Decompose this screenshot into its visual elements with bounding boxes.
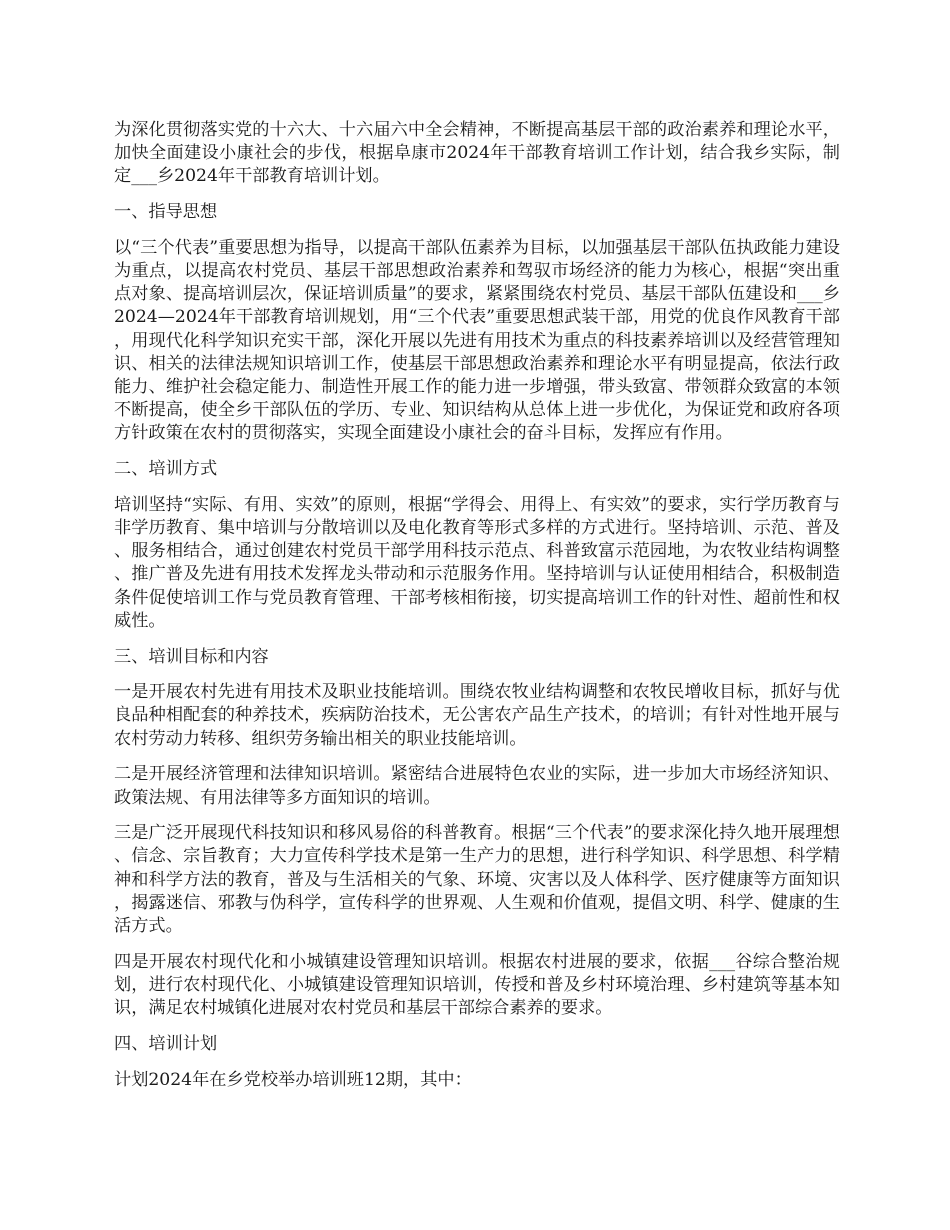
document-page [114, 119, 840, 1104]
section-heading-training-plan: 四、培训计划 [114, 1033, 218, 1054]
training-plan-paragraph: 计划2024年在乡党校举办培训班12期，其中： [114, 1069, 472, 1090]
training-methods-paragraph: 培训坚持“实际、有用、实效”的原则，根据“学得会、用得上、有实效”的要求，实行学历教育与非学历教育、集中培训与分散培训以及电化教育等形式多样的方式进行。坚持培训、示范、普及、服务相结合，通过创建农村党员干部学用科技示范点、科普致富示范园地，为农牧业结构调整、推广普及先进有用技术发挥龙头带动和示范服务作用。坚持培训与认证使用相结合，积极制造条件促使培训工作与党员教育管理、干部考核相衔接，切实提高培训工作的针对性、超前性和权威性。 [114, 494, 840, 631]
training-goal-item-1: 一是开展农村先进有用技术及职业技能培训。围绕农牧业结构调整和农牧民增收目标，抓好与优良品种相配套的种养技术，疾病防治技术，无公害农产品生产技术，的培训；有针对性地开展与农村劳动力转移、组织劳务输出相关的职业技能培训。 [114, 682, 840, 749]
section-heading-guiding-ideology: 一、指导思想 [114, 202, 218, 223]
section-heading-training-goals: 三、培训目标和内容 [114, 646, 269, 667]
training-goal-item-4: 四是开展农村现代化和小城镇建设管理知识培训。根据农村进展的要求，依据___谷综合整治规划，进行农村现代化、小城镇建设管理知识培训，传授和普及乡村环境治理、乡村建筑等基本知识，满足农村城镇化进展对农村党员和基层干部综合素养的要求。 [114, 951, 840, 1019]
training-goal-item-2: 二是开展经济管理和法律知识培训。紧密结合进展特色农业的实际，进一步加大市场经济知识、政策法规、有用法律等多方面知识的培训。 [114, 764, 840, 808]
training-goal-item-3: 三是广泛开展现代科技知识和移风易俗的科普教育。根据“三个代表”的要求深化持久地开展理想、信念、宗旨教育；大力宣传科学技术是第一生产力的思想，进行科学知识、科学思想、科学精神和科学方法的教育，普及与生活相关的气象、环境、灾害以及人体科学、医疗健康等方面知识，揭露迷信、邪教与伪科学，宣传科学的世界观、人生观和价值观，提倡文明、科学、健康的生活方式。 [114, 823, 840, 937]
section-heading-training-methods: 二、培训方式 [114, 459, 218, 480]
intro-paragraph: 为深化贯彻落实党的十六大、十六届六中全会精神，不断提高基层干部的政治素养和理论水平，加快全面建设小康社会的步伐，根据阜康市2024年干部教育培训工作计划，结合我乡实际，制定___乡2024年干部教育培训计划。 [114, 120, 840, 187]
guiding-ideology-paragraph: 以“三个代表”重要思想为指导，以提高干部队伍素养为目标，以加强基层干部队伍执政能力建设为重点，以提高农村党员、基层干部思想政治素养和驾驭市场经济的能力为核心，根据“突出重点对象、提高培训层次，保证培训质量”的要求，紧紧围绕农村党员、基层干部队伍建设和___乡2024—2024年干部教育培训规划，用“三个代表”重要思想武装干部，用党的优良作风教育干部，用现代化科学知识充实干部，深化开展以先进有用技术为重点的科技素养培训以及经营管理知识、相关的法律法规知识培训工作，使基层干部思想政治素养和理论水平有明显提高，依法行政能力、维护社会稳定能力、制造性开展工作的能力进一步增强，带头致富、带领群众致富的本领不断提高，使全乡干部队伍的学历、专业、知识结构从总体上进一步优化，为保证党和政府各项方针政策在农村的贯彻落实，实现全面建设小康社会的奋斗目标，发挥应有作用。 [114, 237, 840, 444]
